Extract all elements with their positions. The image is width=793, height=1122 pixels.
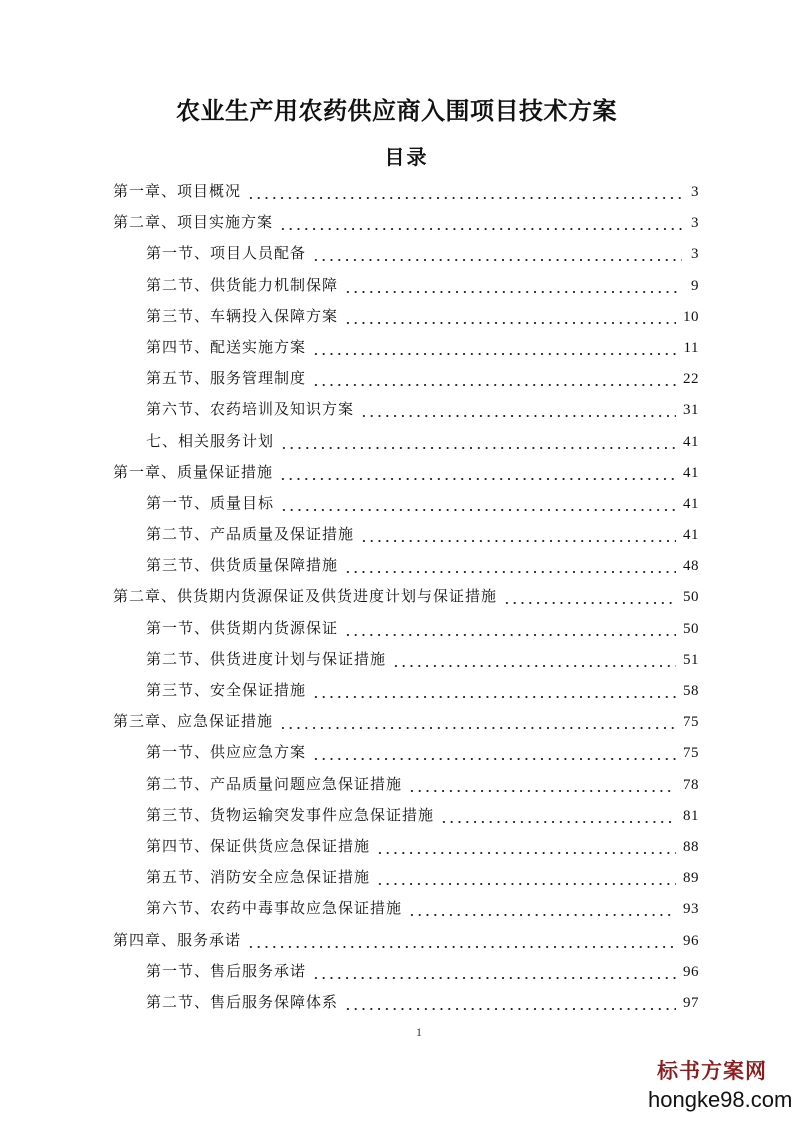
toc-section-entry: [113, 738, 699, 769]
toc-dot-leader: [312, 239, 682, 270]
toc-entry-label: 第三节、货物运输突发事件应急保证措施: [146, 807, 435, 824]
toc-entry-label: 七、相关服务计划: [146, 433, 275, 450]
toc-section-entry: [113, 988, 699, 1019]
toc-section-entry: [113, 427, 699, 458]
toc-entry-label: 第一节、项目人员配备: [146, 246, 307, 263]
toc-dot-leader: [279, 208, 682, 239]
toc-section-entry: [113, 239, 699, 270]
toc-entry-label: 第二节、供货进度计划与保证措施: [146, 651, 387, 668]
toc-section-entry: [113, 551, 699, 582]
document-title: 农业生产用农药供应商入围项目技术方案: [176, 99, 617, 125]
toc-dot-leader: [280, 427, 676, 458]
toc-entry-label: 第四节、配送实施方案: [146, 339, 307, 356]
toc-entry-page-number: 3: [691, 215, 699, 232]
toc-section-entry: [113, 271, 699, 302]
toc-entry-label: 第二节、售后服务保障体系: [146, 994, 339, 1011]
toc-dot-leader: [408, 894, 676, 925]
toc-entry-label: 第二节、产品质量问题应急保证措施: [146, 776, 403, 793]
toc-dot-leader: [344, 551, 676, 582]
toc-section-entry: [113, 863, 699, 894]
toc-entry-label: 第四章、服务承诺: [113, 932, 242, 949]
toc-chapter-entry: [113, 458, 699, 489]
toc-entry-label: 第二节、产品质量及保证措施: [146, 527, 355, 544]
toc-entry-label: 第一章、项目概况: [113, 184, 242, 200]
toc-section-entry: [113, 957, 699, 988]
toc-entry-label: 第一节、供货期内货源保证: [146, 620, 339, 637]
toc-entry-page-number: 75: [683, 745, 699, 762]
toc-entry-label: 第六节、农药中毒事故应急保证措施: [146, 901, 403, 918]
toc-entry-page-number: 88: [683, 838, 699, 855]
toc-dot-leader: [247, 926, 676, 957]
page-number: 1: [416, 1025, 422, 1039]
toc-entry-page-number: 78: [683, 776, 699, 793]
toc-entry-label: 第一章、质量保证措施: [113, 464, 274, 481]
toc-entry-label: 第五节、消防安全应急保证措施: [146, 870, 371, 887]
toc-entry-page-number: 22: [683, 371, 699, 388]
toc-entry-page-number: 96: [683, 932, 699, 949]
toc-entry-label: 第三节、车辆投入保障方案: [146, 308, 339, 325]
toc-entry-page-number: 41: [683, 495, 699, 512]
toc-heading: 目录: [384, 147, 429, 169]
toc-entry-label: 第一节、售后服务承诺: [146, 963, 307, 980]
toc-dot-leader: [408, 770, 676, 801]
toc-section-entry: [113, 395, 699, 426]
toc-section-entry: [113, 676, 699, 707]
toc-chapter-entry: [113, 926, 699, 957]
toc-entry-page-number: 89: [683, 870, 699, 887]
toc-entry-label: 第六节、农药培训及知识方案: [146, 402, 355, 419]
toc-entry-label: 第二章、供货期内货源保证及供货进度计划与保证措施: [113, 589, 498, 606]
toc-entry-page-number: 96: [683, 963, 699, 980]
toc-dot-leader: [344, 614, 676, 645]
toc-chapter-entry: [113, 208, 699, 239]
toc-entry-page-number: 75: [683, 714, 699, 731]
toc-entry-label: 第二章、项目实施方案: [113, 215, 274, 232]
toc-entry-page-number: 10: [683, 308, 699, 325]
toc-section-entry: [113, 801, 699, 832]
toc-entry-label: 第一节、质量目标: [146, 495, 275, 512]
toc-entry-page-number: 41: [683, 433, 699, 450]
toc-entry-page-number: 41: [683, 527, 699, 544]
toc-entry-page-number: 11: [683, 339, 699, 356]
toc-dot-leader: [279, 458, 676, 489]
toc-dot-leader: [312, 676, 676, 707]
toc-entry-page-number: 3: [691, 246, 699, 263]
toc-section-entry: [113, 832, 699, 863]
toc-entry-label: 第一节、供应应急方案: [146, 745, 307, 762]
toc-entry-page-number: 31: [683, 402, 699, 419]
toc-section-entry: [113, 614, 699, 645]
toc-section-entry: [113, 364, 699, 395]
toc-entry-page-number: 48: [683, 558, 699, 575]
toc-dot-leader: [392, 645, 676, 676]
toc-dot-leader: [344, 271, 682, 302]
toc-entry-label: 第三章、应急保证措施: [113, 714, 274, 731]
toc-dot-leader: [312, 957, 676, 988]
toc-dot-leader: [279, 707, 676, 738]
table-of-contents: [113, 177, 699, 1019]
toc-dot-leader: [360, 395, 676, 426]
toc-chapter-entry: [113, 177, 699, 208]
toc-dot-leader: [376, 863, 676, 894]
toc-entry-page-number: 9: [691, 277, 699, 294]
toc-entry-label: 第四节、保证供货应急保证措施: [146, 838, 371, 855]
toc-entry-page-number: 58: [683, 683, 699, 699]
toc-entry-page-number: 51: [683, 651, 699, 668]
toc-entry-label: 第三节、安全保证措施: [146, 683, 307, 699]
toc-dot-leader: [312, 738, 676, 769]
toc-dot-leader: [344, 988, 676, 1019]
toc-section-entry: [113, 770, 699, 801]
toc-section-entry: [113, 302, 699, 333]
watermark-site-url: hongke98.com: [648, 1087, 793, 1112]
toc-dot-leader: [312, 333, 677, 364]
toc-dot-leader: [503, 582, 676, 613]
toc-entry-page-number: 81: [683, 807, 699, 824]
toc-dot-leader: [440, 801, 676, 832]
watermark-site-name: 标书方案网: [657, 1058, 767, 1083]
toc-section-entry: [113, 333, 699, 364]
toc-entry-page-number: 97: [683, 994, 699, 1011]
toc-entry-page-number: 93: [683, 901, 699, 918]
toc-chapter-entry: [113, 707, 699, 738]
toc-section-entry: [113, 520, 699, 551]
toc-entry-page-number: 50: [683, 589, 699, 606]
toc-entry-label: 第五节、服务管理制度: [146, 371, 307, 388]
toc-chapter-entry: [113, 582, 699, 613]
toc-section-entry: [113, 894, 699, 925]
toc-entry-page-number: 41: [683, 464, 699, 481]
toc-entry-page-number: 3: [691, 184, 699, 200]
toc-section-entry: [113, 489, 699, 520]
toc-dot-leader: [247, 177, 682, 208]
toc-dot-leader: [360, 520, 676, 551]
toc-dot-leader: [376, 832, 676, 863]
toc-entry-page-number: 50: [683, 620, 699, 637]
toc-section-entry: [113, 645, 699, 676]
toc-dot-leader: [280, 489, 676, 520]
toc-dot-leader: [312, 364, 676, 395]
toc-entry-label: 第二节、供货能力机制保障: [146, 277, 339, 294]
toc-dot-leader: [344, 302, 676, 333]
toc-entry-label: 第三节、供货质量保障措施: [146, 558, 339, 575]
